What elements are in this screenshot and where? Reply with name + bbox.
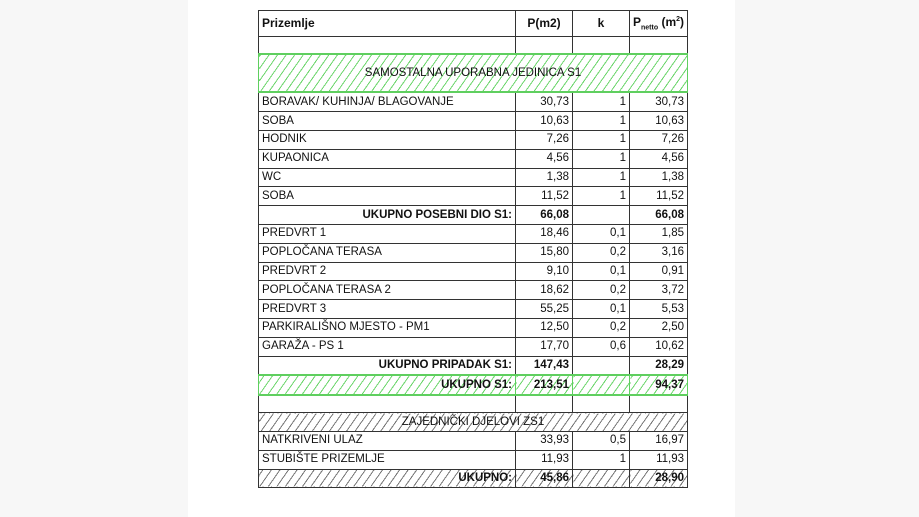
net-area-value: 0,91 (630, 262, 688, 281)
table-row (259, 187, 688, 206)
net-area-value: 3,16 (630, 243, 688, 262)
row-label: STUBIŠTE PRIZEMLJE (259, 450, 516, 469)
row-label: SOBA (259, 112, 516, 131)
empty-cell (259, 395, 516, 413)
row-label: HODNIK (259, 130, 516, 149)
net-area-value: 94,37 (630, 375, 688, 395)
area-value: 15,80 (516, 243, 573, 262)
area-value: 147,43 (516, 356, 573, 375)
net-area-value: 2,50 (630, 318, 688, 337)
empty-cell (516, 395, 573, 413)
net-area-value: 16,97 (630, 431, 688, 450)
area-value: 18,46 (516, 224, 573, 243)
k-value: 0,1 (573, 224, 630, 243)
k-value: 1 (573, 168, 630, 187)
net-area-value: 3,72 (630, 281, 688, 300)
table-row (259, 262, 688, 281)
empty-cell (516, 37, 573, 55)
k-value: 0,2 (573, 281, 630, 300)
row-label: UKUPNO: (259, 469, 516, 488)
table-row (259, 281, 688, 300)
row-label: GARAŽA - PS 1 (259, 337, 516, 356)
net-area-value: 11,52 (630, 187, 688, 206)
empty-cell (630, 395, 688, 413)
empty-cell (573, 37, 630, 55)
area-value: 33,93 (516, 431, 573, 450)
area-value: 9,10 (516, 262, 573, 281)
k-value (573, 375, 630, 395)
row-label: KUPAONICA (259, 149, 516, 168)
row-label: NATKRIVENI ULAZ (259, 431, 516, 450)
total-row (259, 469, 688, 488)
total-row (259, 206, 688, 225)
header-area: P(m2) (516, 11, 573, 37)
net-area-value: 28,29 (630, 356, 688, 375)
area-value: 30,73 (516, 92, 573, 111)
table-row (259, 224, 688, 243)
k-value: 0,2 (573, 243, 630, 262)
k-value: 1 (573, 149, 630, 168)
area-value: 11,52 (516, 187, 573, 206)
k-value (573, 206, 630, 225)
empty-row (259, 37, 688, 55)
section-header-row (259, 54, 688, 92)
net-area-value: 4,56 (630, 149, 688, 168)
row-label: UKUPNO S1: (259, 375, 516, 395)
k-value: 0,6 (573, 337, 630, 356)
net-area-value: 28,90 (630, 469, 688, 488)
table-row (259, 243, 688, 262)
k-value: 0,1 (573, 262, 630, 281)
k-value (573, 469, 630, 488)
net-area-value: 1,38 (630, 168, 688, 187)
row-label: PREDVRT 3 (259, 300, 516, 319)
table-row (259, 300, 688, 319)
row-label: PREDVRT 2 (259, 262, 516, 281)
table-row (259, 318, 688, 337)
header-label: Prizemlje (259, 11, 516, 37)
row-label: UKUPNO PRIPADAK S1: (259, 356, 516, 375)
total-row (259, 375, 688, 395)
area-value: 55,25 (516, 300, 573, 319)
area-value: 7,26 (516, 130, 573, 149)
table-row (259, 92, 688, 111)
k-value: 0,2 (573, 318, 630, 337)
net-area-value: 7,26 (630, 130, 688, 149)
table-row (259, 149, 688, 168)
empty-cell (259, 37, 516, 55)
area-value: 17,70 (516, 337, 573, 356)
section-title: SAMOSTALNA UPORABNA JEDINICA S1 (259, 54, 688, 92)
area-value: 10,63 (516, 112, 573, 131)
area-value: 213,51 (516, 375, 573, 395)
row-label: PREDVRT 1 (259, 224, 516, 243)
area-value: 11,93 (516, 450, 573, 469)
k-value: 1 (573, 92, 630, 111)
section-title: ZAJEDNIČKI DJELOVI ZS1 (259, 413, 688, 432)
row-label: POPLOČANA TERASA 2 (259, 281, 516, 300)
header-net: $P_{netto}$ $(m^2)$ (630, 11, 688, 37)
net-area-value: 30,73 (630, 92, 688, 111)
table-row (259, 337, 688, 356)
table-row (259, 431, 688, 450)
row-label: BORAVAK/ KUHINJA/ BLAGOVANJE (259, 92, 516, 111)
empty-cell (630, 37, 688, 55)
row-label: UKUPNO POSEBNI DIO S1: (259, 206, 516, 225)
table-row (259, 130, 688, 149)
header-k: k (573, 11, 630, 37)
empty-cell (573, 395, 630, 413)
row-label: POPLOČANA TERASA (259, 243, 516, 262)
area-value: 1,38 (516, 168, 573, 187)
net-area-value: 10,62 (630, 337, 688, 356)
k-value: 0,1 (573, 300, 630, 319)
k-value (573, 356, 630, 375)
k-value: 0,5 (573, 431, 630, 450)
k-value: 1 (573, 130, 630, 149)
total-row (259, 356, 688, 375)
area-value: 12,50 (516, 318, 573, 337)
k-value: 1 (573, 450, 630, 469)
empty-row (259, 395, 688, 413)
net-area-value: 10,63 (630, 112, 688, 131)
header-row (259, 11, 688, 37)
net-area-value: 1,85 (630, 224, 688, 243)
table-row (259, 168, 688, 187)
section-header-row (259, 413, 688, 432)
k-value: 1 (573, 187, 630, 206)
net-area-value: 66,08 (630, 206, 688, 225)
row-label: PARKIRALIŠNO MJESTO - PM1 (259, 318, 516, 337)
row-label: SOBA (259, 187, 516, 206)
row-label: WC (259, 168, 516, 187)
area-value: 45,86 (516, 469, 573, 488)
table-row (259, 450, 688, 469)
net-area-value: 11,93 (630, 450, 688, 469)
area-value: 4,56 (516, 149, 573, 168)
area-table (258, 10, 688, 488)
table-row (259, 112, 688, 131)
net-area-value: 5,53 (630, 300, 688, 319)
k-value: 1 (573, 112, 630, 131)
area-value: 66,08 (516, 206, 573, 225)
area-value: 18,62 (516, 281, 573, 300)
